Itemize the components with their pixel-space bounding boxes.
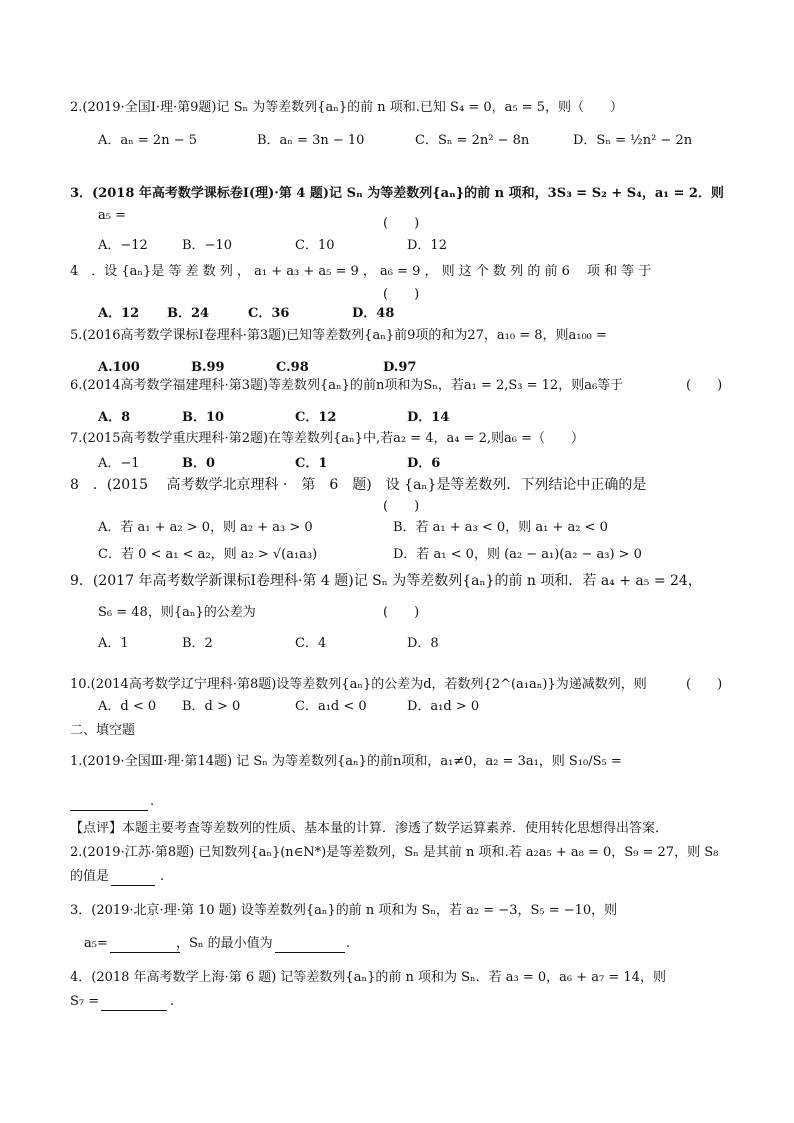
text-segment: C．1 [295,456,328,471]
text-segment: C．10 [295,238,335,253]
text-segment: D．14 [407,410,450,425]
text-segment: ，Sₙ 的最小值为 [176,936,273,951]
text-line [0,518,794,540]
text-segment: 二、填空题 [70,723,136,738]
text-segment: A.100 [98,360,140,375]
text-segment: 3．(2019·北京·理·第 10 题) 设等差数列{aₙ}的前 n 项和为 Sₙ，若 a₂ = −3，S₅ = −10，则 [70,903,618,918]
text-segment: A．1 [98,636,129,651]
text-segment: 3．(2018 年高考数学课标卷Ⅰ(理)·第 4 题)记 Sₙ 为等差数列{aₙ}的前 n 项和，3S₃ = S₂ + S₄，a₁ = 2．则 [70,186,724,201]
text-segment: 2.(2019·全国Ⅰ·理·第9题)记 Sₙ 为等差数列{aₙ}的前 n 项和.已知 S₄ = 0，a₅ = 5，则（ ） [70,100,623,115]
text-segment: B．2 [182,636,213,651]
text-segment: . [346,936,351,951]
answer-blank [110,938,180,953]
text-line [0,819,794,841]
text-segment: 的值是 [70,869,110,884]
text-line [0,697,794,719]
text-segment: 1.(2019·全国Ⅲ·理·第14题) 记 Sₙ 为等差数列{aₙ}的前n项和，a₁≠0，a₂ = 3a₁，则 S₁₀/S₅ = [70,754,622,769]
text-line [0,634,794,656]
text-segment: 4．(2018 年高考数学上海·第 6 题) 记等差数列{aₙ}的前 n 项和为 Sₙ．若 a₃ = 0，a₆ + a₇ = 14，则 [70,970,666,985]
text-segment: D．Sₙ = ½n² − 2n [573,133,693,148]
text-segment: ( ) [686,378,723,393]
text-segment: ( ) [383,287,420,302]
text-segment: ( ) [383,605,420,620]
text-segment: B．24 [167,306,210,321]
text-segment: a₅= [84,936,108,951]
text-segment: B．10 [182,410,225,425]
text-line [0,262,794,284]
text-segment: B．若 a₁ + a₃ < 0，则 a₁ + a₂ < 0 [393,520,608,535]
text-line [0,376,794,398]
text-line [0,497,794,519]
text-segment: D．48 [352,306,395,321]
text-line [0,545,794,567]
text-segment: 【点评】本题主要考查等差数列的性质、基本量的计算．渗透了数学运算素养．使用转化思想得出答案． [70,821,669,836]
text-segment: 6.(2014高考数学福建理科·第3题)等差数列{aₙ}的前n项和为Sₙ，若a₁ = 2,S₃ = 12，则a₆等于 [70,378,624,393]
text-segment: ( ) [383,499,420,514]
text-segment: S₆ = 48，则{aₙ}的公差为 [98,605,256,620]
text-segment: ( ) [686,677,723,692]
text-segment: 10.(2014高考数学辽宁理科·第8题)设等差数列{aₙ}的公差为d，若数列{2^(a₁aₙ)}为递减数列，则 [70,677,647,692]
text-line [0,326,794,348]
text-segment: D．12 [407,238,447,253]
text-segment: . [160,869,165,884]
text-segment: A．−1 [98,456,140,471]
text-segment: 2.(2019·江苏·第8题) 已知数列{aₙ}(n∈N*)是等差数列，Sₙ 是其前 n 项和.若 a₂a₅ + a₈ = 0，S₉ = 27，则 S₈ [70,845,719,860]
text-line [0,304,794,326]
text-segment: 4 ．设 {aₙ}是 等 差 数 列 ， a₁ + a₃ + a₅ = 9 ， a₆ = 9 ， 则 这 个 数 列 的 前 6 项 和 等 于 [70,264,652,279]
text-segment: D．a₁d > 0 [407,699,480,714]
text-line [0,131,794,153]
text-line [0,867,794,889]
text-segment: B.99 [191,360,225,375]
text-segment: 7.(2015高考数学重庆理科·第2题)在等差数列{aₙ}中,若a₂ = 4，a₄ = 2,则a₆ =（ ） [70,431,584,446]
text-line [0,236,794,258]
text-line [0,454,794,476]
text-segment: B．d > 0 [182,699,241,714]
text-segment: 5.(2016高考数学课标Ⅰ卷理科·第3题)已知等差数列{aₙ}前9项的和为27，a₁₀ = 8，则a₁₀₀ = [70,328,607,343]
text-segment: B．−10 [182,238,232,253]
text-segment: 9．(2017 年高考数学新课标Ⅰ卷理科·第 4 题)记 Sₙ 为等差数列{aₙ}的前 n 项和．若 a₄ + a₅ = 24， [70,573,702,589]
text-segment: B．aₙ = 3n − 10 [257,133,365,148]
text-segment: C．36 [248,306,290,321]
text-segment: D．8 [407,636,439,651]
text-segment: . [150,794,155,809]
text-segment: A．若 a₁ + a₂ > 0，则 a₂ + a₃ > 0 [98,520,313,535]
text-segment: A．8 [98,410,131,425]
text-line [0,214,794,236]
text-segment: C．4 [295,636,327,651]
text-segment: A．d < 0 [98,699,157,714]
text-segment: A．aₙ = 2n − 5 [98,133,197,148]
text-line [0,901,794,923]
text-line [0,475,794,497]
text-line [0,843,794,865]
text-line [0,675,794,697]
text-segment: . [170,994,175,1009]
text-segment: D．6 [407,456,441,471]
text-line [0,721,794,743]
text-line [0,752,794,774]
text-line [0,992,794,1014]
text-line [0,968,794,990]
text-line [0,603,794,625]
answer-blank [70,796,148,811]
text-segment: C．12 [295,410,337,425]
answer-blank [111,871,155,886]
text-segment: A．12 [98,306,140,321]
answer-blank [101,996,167,1011]
text-segment: B．0 [182,456,216,471]
text-line [0,934,794,956]
text-segment: A．−12 [98,238,148,253]
text-segment: C．Sₙ = 2n² − 8n [415,133,530,148]
text-segment: D.97 [383,360,417,375]
text-segment: C．a₁d < 0 [295,699,367,714]
text-line [0,792,794,814]
text-segment: a₅ = [98,208,126,223]
text-segment: S₇ = [70,994,100,1009]
text-segment: D．若 a₁ < 0，则 (a₂ − a₁)(a₂ − a₃) > 0 [393,547,642,562]
text-line [0,429,794,451]
text-line [0,98,794,120]
text-segment: 8 ．(2015 高考数学北京理科 · 第 6 题) 设 {aₙ}是等差数列．下列结论中正确的是 [70,477,647,493]
answer-blank [275,938,345,953]
text-line [0,408,794,430]
text-line [0,571,794,593]
text-segment: C.98 [276,360,309,375]
text-line [0,184,794,206]
text-segment: C．若 0 < a₁ < a₂，则 a₂ > √(a₁a₃) [98,547,318,562]
text-segment: ( ) [383,216,420,231]
